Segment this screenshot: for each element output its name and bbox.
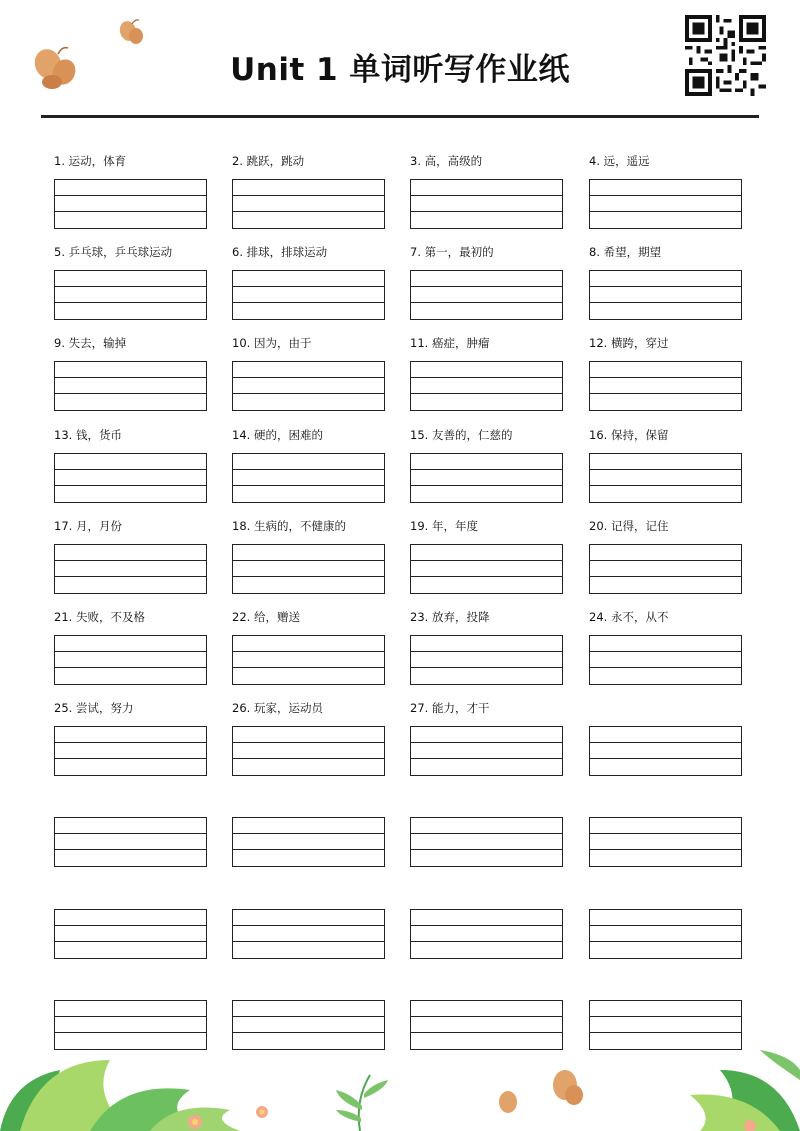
word-cell — [410, 428, 566, 508]
writing-box[interactable] — [232, 544, 385, 594]
word-prompt: 6. 排球，排球运动 — [232, 245, 328, 259]
writing-box[interactable] — [54, 179, 207, 229]
writing-line — [590, 742, 741, 743]
writing-line — [233, 469, 384, 470]
writing-line — [55, 925, 206, 926]
writing-line — [233, 742, 384, 743]
writing-line — [590, 302, 741, 303]
word-cell — [232, 884, 388, 964]
writing-line — [590, 849, 741, 850]
word-cell — [589, 336, 745, 416]
word-prompt: 25. 尝试，努力 — [54, 701, 134, 715]
writing-box[interactable] — [589, 544, 742, 594]
writing-line — [55, 742, 206, 743]
writing-box[interactable] — [410, 361, 563, 411]
writing-box[interactable] — [589, 453, 742, 503]
writing-line — [233, 286, 384, 287]
writing-line — [55, 833, 206, 834]
writing-line — [55, 485, 206, 486]
writing-box[interactable] — [410, 453, 563, 503]
writing-line — [233, 1032, 384, 1033]
writing-line — [411, 576, 562, 577]
writing-line — [55, 941, 206, 942]
word-cell — [410, 336, 566, 416]
word-cell — [232, 428, 388, 508]
word-cell — [232, 154, 388, 234]
writing-line — [590, 393, 741, 394]
word-cell — [410, 610, 566, 690]
writing-line — [590, 195, 741, 196]
writing-line — [233, 393, 384, 394]
writing-line — [55, 211, 206, 212]
writing-box[interactable] — [232, 909, 385, 959]
writing-box[interactable] — [410, 909, 563, 959]
writing-line — [233, 667, 384, 668]
writing-line — [55, 560, 206, 561]
word-prompt: 22. 给，赠送 — [232, 610, 300, 624]
writing-line — [411, 211, 562, 212]
word-prompt: 21. 失败，不及格 — [54, 610, 145, 624]
writing-box[interactable] — [232, 817, 385, 867]
writing-box[interactable] — [232, 361, 385, 411]
word-cell — [232, 701, 388, 781]
writing-line — [411, 651, 562, 652]
writing-line — [233, 485, 384, 486]
word-cell — [410, 154, 566, 234]
writing-line — [55, 651, 206, 652]
word-cell — [232, 610, 388, 690]
word-prompt: 24. 永不，从不 — [589, 610, 669, 624]
writing-line — [590, 1016, 741, 1017]
writing-line — [411, 1032, 562, 1033]
writing-line — [233, 211, 384, 212]
writing-line — [590, 833, 741, 834]
writing-line — [411, 742, 562, 743]
word-prompt: 2. 跳跃，跳动 — [232, 154, 305, 168]
writing-line — [55, 195, 206, 196]
writing-line — [590, 377, 741, 378]
writing-line — [233, 651, 384, 652]
writing-box[interactable] — [589, 635, 742, 685]
writing-line — [411, 393, 562, 394]
writing-box[interactable] — [54, 361, 207, 411]
word-prompt: 14. 硬的，困难的 — [232, 428, 323, 442]
word-prompt: 11. 癌症，肿瘤 — [410, 336, 490, 350]
writing-line — [55, 576, 206, 577]
writing-box[interactable] — [589, 361, 742, 411]
writing-box[interactable] — [232, 635, 385, 685]
writing-line — [233, 849, 384, 850]
leaf-icon — [0, 1040, 800, 1131]
word-cell — [232, 336, 388, 416]
writing-line — [590, 667, 741, 668]
writing-line — [233, 925, 384, 926]
writing-line — [411, 377, 562, 378]
writing-line — [233, 1016, 384, 1017]
word-cell — [410, 519, 566, 599]
writing-box[interactable] — [54, 635, 207, 685]
writing-box[interactable] — [54, 270, 207, 320]
word-prompt: 1. 运动，体育 — [54, 154, 127, 168]
writing-line — [55, 1016, 206, 1017]
writing-line — [55, 302, 206, 303]
writing-box[interactable] — [232, 726, 385, 776]
word-cell — [232, 245, 388, 325]
word-prompt: 10. 因为，由于 — [232, 336, 312, 350]
word-cell — [410, 701, 566, 781]
word-cell — [232, 519, 388, 599]
writing-line — [590, 560, 741, 561]
writing-line — [411, 849, 562, 850]
word-prompt: 5. 乒乓球，乒乓球运动 — [54, 245, 173, 259]
writing-line — [411, 195, 562, 196]
writing-line — [411, 758, 562, 759]
writing-line — [590, 469, 741, 470]
writing-box[interactable] — [232, 179, 385, 229]
writing-line — [411, 667, 562, 668]
writing-line — [233, 377, 384, 378]
writing-line — [590, 941, 741, 942]
writing-line — [233, 758, 384, 759]
word-prompt: 8. 希望，期望 — [589, 245, 662, 259]
word-cell — [589, 610, 745, 690]
word-cell — [54, 519, 210, 599]
word-cell — [589, 519, 745, 599]
writing-line — [55, 758, 206, 759]
writing-line — [233, 833, 384, 834]
writing-line — [590, 485, 741, 486]
writing-box[interactable] — [54, 909, 207, 959]
writing-line — [411, 302, 562, 303]
page-title: Unit 1 单词听写作业纸 — [230, 52, 570, 88]
word-prompt: 15. 友善的，仁慈的 — [410, 428, 513, 442]
writing-line — [233, 576, 384, 577]
word-cell — [54, 610, 210, 690]
word-cell — [589, 884, 745, 964]
word-prompt: 3. 高，高级的 — [410, 154, 483, 168]
word-prompt: 16. 保持，保留 — [589, 428, 669, 442]
word-cell — [54, 154, 210, 234]
writing-line — [411, 469, 562, 470]
word-prompt: 4. 远，遥远 — [589, 154, 650, 168]
writing-box[interactable] — [232, 270, 385, 320]
writing-box[interactable] — [54, 817, 207, 867]
word-prompt: 7. 第一，最初的 — [410, 245, 494, 259]
writing-box[interactable] — [54, 726, 207, 776]
word-prompt: 18. 生病的，不健康的 — [232, 519, 346, 533]
writing-box[interactable] — [410, 726, 563, 776]
word-prompt: 9. 失去，输掉 — [54, 336, 127, 350]
writing-line — [55, 377, 206, 378]
word-cell — [410, 884, 566, 964]
word-prompt: 23. 放弃，投降 — [410, 610, 490, 624]
writing-line — [411, 560, 562, 561]
word-cell — [589, 245, 745, 325]
writing-line — [411, 941, 562, 942]
writing-box[interactable] — [589, 817, 742, 867]
writing-line — [411, 485, 562, 486]
word-prompt: 12. 横跨，穿过 — [589, 336, 669, 350]
writing-line — [590, 758, 741, 759]
writing-box[interactable] — [589, 179, 742, 229]
writing-line — [233, 195, 384, 196]
writing-box[interactable] — [410, 544, 563, 594]
word-cell — [232, 792, 388, 872]
word-prompt: 27. 能力，才干 — [410, 701, 490, 715]
writing-box[interactable] — [410, 179, 563, 229]
word-prompt: 19. 年，年度 — [410, 519, 478, 533]
writing-box[interactable] — [232, 453, 385, 503]
writing-box[interactable] — [589, 270, 742, 320]
writing-line — [55, 849, 206, 850]
writing-line — [411, 925, 562, 926]
writing-line — [55, 286, 206, 287]
writing-line — [411, 1016, 562, 1017]
writing-line — [55, 667, 206, 668]
word-cell — [54, 792, 210, 872]
writing-line — [590, 576, 741, 577]
word-prompt: 20. 记得，记住 — [589, 519, 669, 533]
writing-box[interactable] — [589, 909, 742, 959]
writing-line — [233, 941, 384, 942]
word-cell — [410, 792, 566, 872]
writing-line — [55, 393, 206, 394]
word-prompt: 17. 月，月份 — [54, 519, 122, 533]
writing-line — [590, 286, 741, 287]
writing-line — [233, 302, 384, 303]
writing-box[interactable] — [54, 453, 207, 503]
writing-line — [411, 286, 562, 287]
word-cell — [589, 154, 745, 234]
word-cell — [589, 701, 745, 781]
word-cell — [589, 792, 745, 872]
writing-box[interactable] — [410, 635, 563, 685]
writing-line — [590, 1032, 741, 1033]
word-cell — [54, 701, 210, 781]
writing-box[interactable] — [410, 270, 563, 320]
writing-box[interactable] — [54, 544, 207, 594]
word-cell — [54, 336, 210, 416]
word-cell — [54, 428, 210, 508]
writing-line — [55, 469, 206, 470]
writing-line — [411, 833, 562, 834]
word-cell — [589, 428, 745, 508]
word-prompt: 26. 玩家，运动员 — [232, 701, 323, 715]
writing-line — [55, 1032, 206, 1033]
word-cell — [54, 245, 210, 325]
word-prompt: 13. 钱，货币 — [54, 428, 122, 442]
writing-line — [233, 560, 384, 561]
writing-line — [590, 925, 741, 926]
writing-line — [590, 651, 741, 652]
writing-box[interactable] — [589, 726, 742, 776]
writing-box[interactable] — [410, 817, 563, 867]
writing-line — [590, 211, 741, 212]
word-cell — [54, 884, 210, 964]
word-cell — [410, 245, 566, 325]
